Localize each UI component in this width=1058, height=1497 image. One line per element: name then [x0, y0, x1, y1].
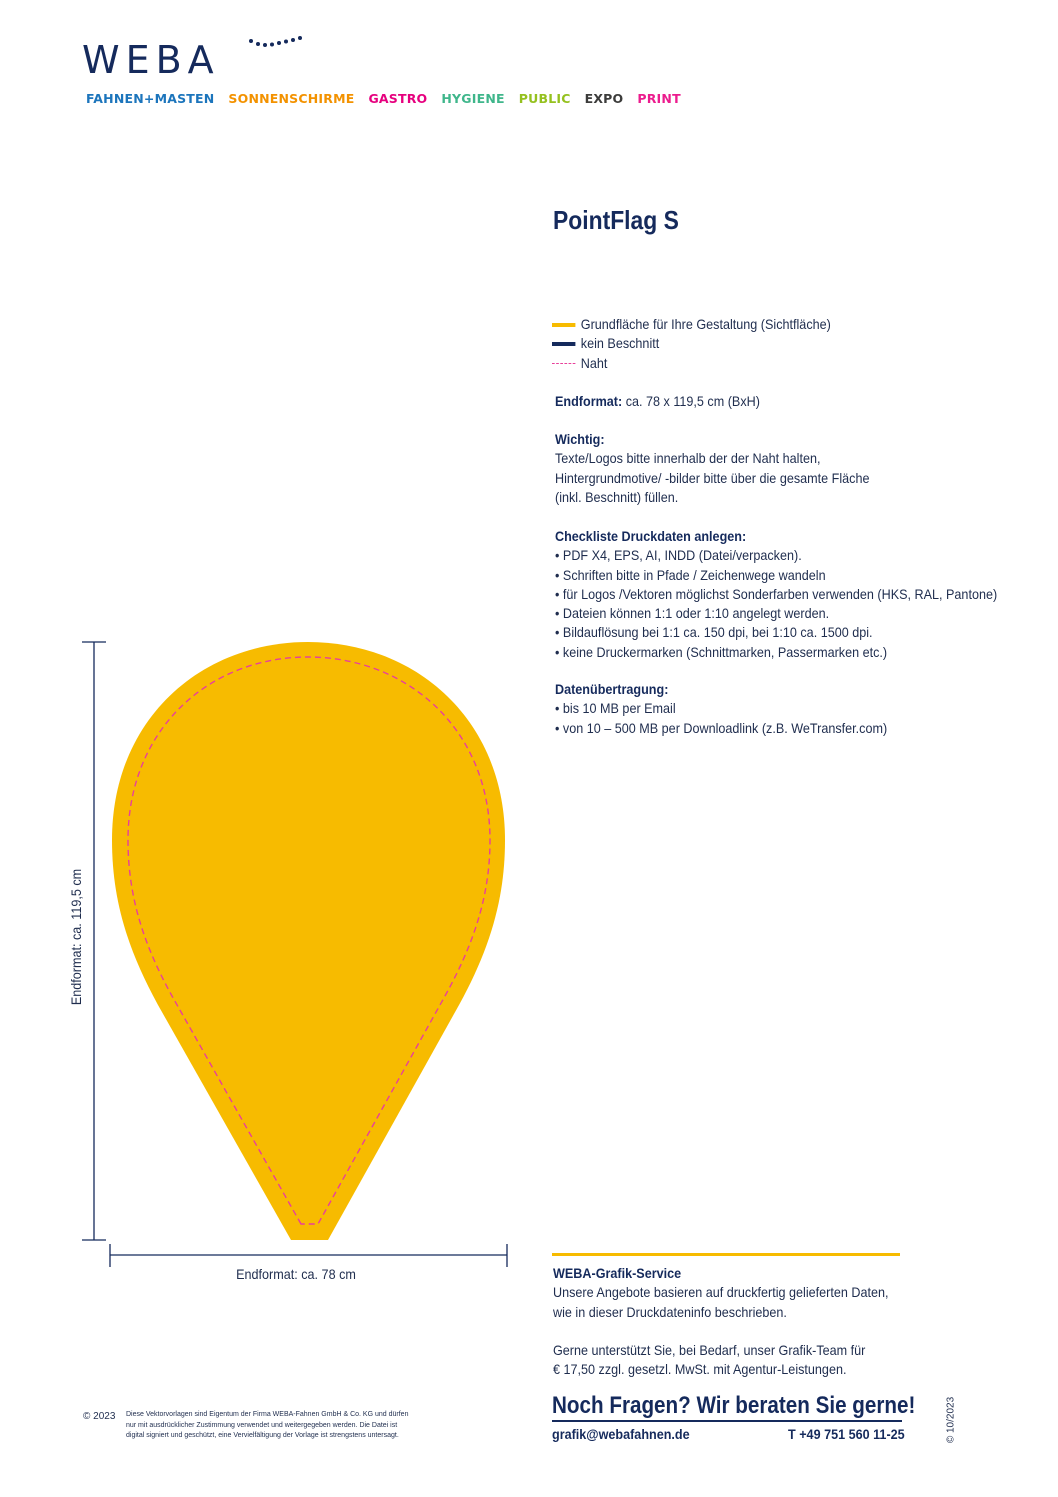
checkliste-item: • PDF X4, EPS, AI, INDD (Datei/verpacken). — [555, 547, 802, 564]
category-sonnenschirme[interactable]: SONNENSCHIRME — [228, 91, 355, 106]
phone-number[interactable]: T +49 751 560 11-25 — [788, 1426, 905, 1442]
checkliste-item: • Dateien können 1:1 oder 1:10 angelegt werden. — [555, 605, 830, 622]
datenuebertragung-section — [555, 680, 887, 738]
service-line: Unsere Angebote basieren auf druckfertig gelieferten Daten, — [553, 1284, 889, 1301]
logo-wordmark: WEBA — [82, 38, 220, 82]
datenuebertragung-item: • von 10 – 500 MB per Downloadlink (z.B. WeTransfer.com) — [555, 719, 888, 736]
datenuebertragung-item: • bis 10 MB per Email — [555, 700, 676, 717]
disclaimer-line: nur mit ausdrücklicher Zustimmung verwendet und weitergegeben werden. Die Datei ist — [126, 1421, 398, 1429]
legend — [552, 315, 831, 373]
page-title: PointFlag S — [553, 205, 679, 235]
disclaimer-line: Diese Vektorvorlagen sind Eigentum der Firma WEBA-Fahnen GmbH & Co. KG und dürfen — [126, 1411, 409, 1418]
legend-label: Naht — [580, 354, 608, 371]
wichtig-section — [555, 430, 869, 507]
checkliste-item: • keine Druckermarken (Schnittmarken, Passermarken etc.) — [555, 643, 888, 660]
checkliste-heading: Checkliste Druckdaten anlegen: — [555, 528, 747, 544]
width-dimension — [110, 1244, 507, 1267]
grafik-service-section — [553, 1264, 889, 1379]
pointflag-drawing — [0, 0, 560, 1300]
service-line: Gerne unterstützt Sie, bei Bedarf, unser Grafik-Team für — [553, 1341, 866, 1358]
disclaimer-line: digital signiert und geschützt, eine Vervielfältigung der Vorlage ist strengstens untersagt. — [126, 1432, 399, 1439]
height-dimension — [82, 642, 106, 1240]
category-print[interactable]: PRINT — [637, 91, 681, 106]
category-hygiene[interactable]: HYGIENE — [441, 91, 505, 106]
disclaimer — [126, 1410, 408, 1442]
datenuebertragung-heading: Datenübertragung: — [555, 681, 669, 697]
service-line: wie in dieser Druckdateninfo beschrieben. — [553, 1303, 787, 1320]
copyright: © 2023 — [83, 1411, 116, 1422]
legend-label: kein Beschnitt — [580, 335, 660, 352]
service-line: € 17,50 zzgl. gesetzl. MwSt. mit Agentur-Leistungen. — [553, 1361, 847, 1378]
category-public[interactable]: PUBLIC — [518, 91, 571, 106]
service-heading: WEBA-Grafik-Service — [553, 1265, 682, 1281]
cta-heading: Noch Fragen? Wir beraten Sie gerne! — [552, 1392, 916, 1419]
category-fahnen-masten[interactable]: FAHNEN+MASTEN — [86, 91, 215, 106]
document-date: © 10/2023 — [945, 1396, 957, 1444]
wichtig-line: Hintergrundmotive/ -bilder bitte über die gesamte Fläche — [555, 469, 870, 486]
category-expo[interactable]: EXPO — [584, 91, 624, 106]
checkliste-item: • Schriften bitte in Pfade / Zeichenwege wandeln — [555, 566, 826, 583]
endformat-line — [555, 392, 760, 411]
wichtig-line: (inkl. Beschnitt) füllen. — [555, 488, 679, 505]
endformat-value: ca. 78 x 119,5 cm (BxH) — [622, 393, 760, 409]
cta-underline — [552, 1420, 902, 1422]
legend-item-naht — [552, 354, 831, 373]
service-divider — [552, 1253, 900, 1256]
wichtig-line: Texte/Logos bitte innerhalb der der Naht halten, — [555, 450, 821, 467]
checkliste-section — [555, 527, 997, 662]
legend-label: Grundfläche für Ihre Gestaltung (Sichtfläche) — [580, 316, 831, 332]
email-link[interactable]: grafik@webafahnen.de — [552, 1426, 690, 1442]
width-label: Endformat: ca. 78 cm — [236, 1266, 356, 1282]
wichtig-heading: Wichtig: — [555, 431, 605, 447]
height-label: Endformat: ca. 119,5 cm — [68, 868, 84, 1006]
checkliste-item: • für Logos /Vektoren möglichst Sonderfarben verwenden (HKS, RAL, Pantone) — [555, 585, 998, 602]
checkliste-item: • Bildauflösung bei 1:1 ca. 150 dpi, bei 1:10 ca. 1500 dpi. — [555, 624, 873, 641]
endformat-label: Endformat: — [555, 393, 623, 409]
category-gastro[interactable]: GASTRO — [368, 91, 428, 106]
flag-shape — [112, 642, 505, 1240]
legend-item-sichtflaeche — [552, 315, 831, 334]
legend-item-beschnitt — [552, 334, 831, 353]
